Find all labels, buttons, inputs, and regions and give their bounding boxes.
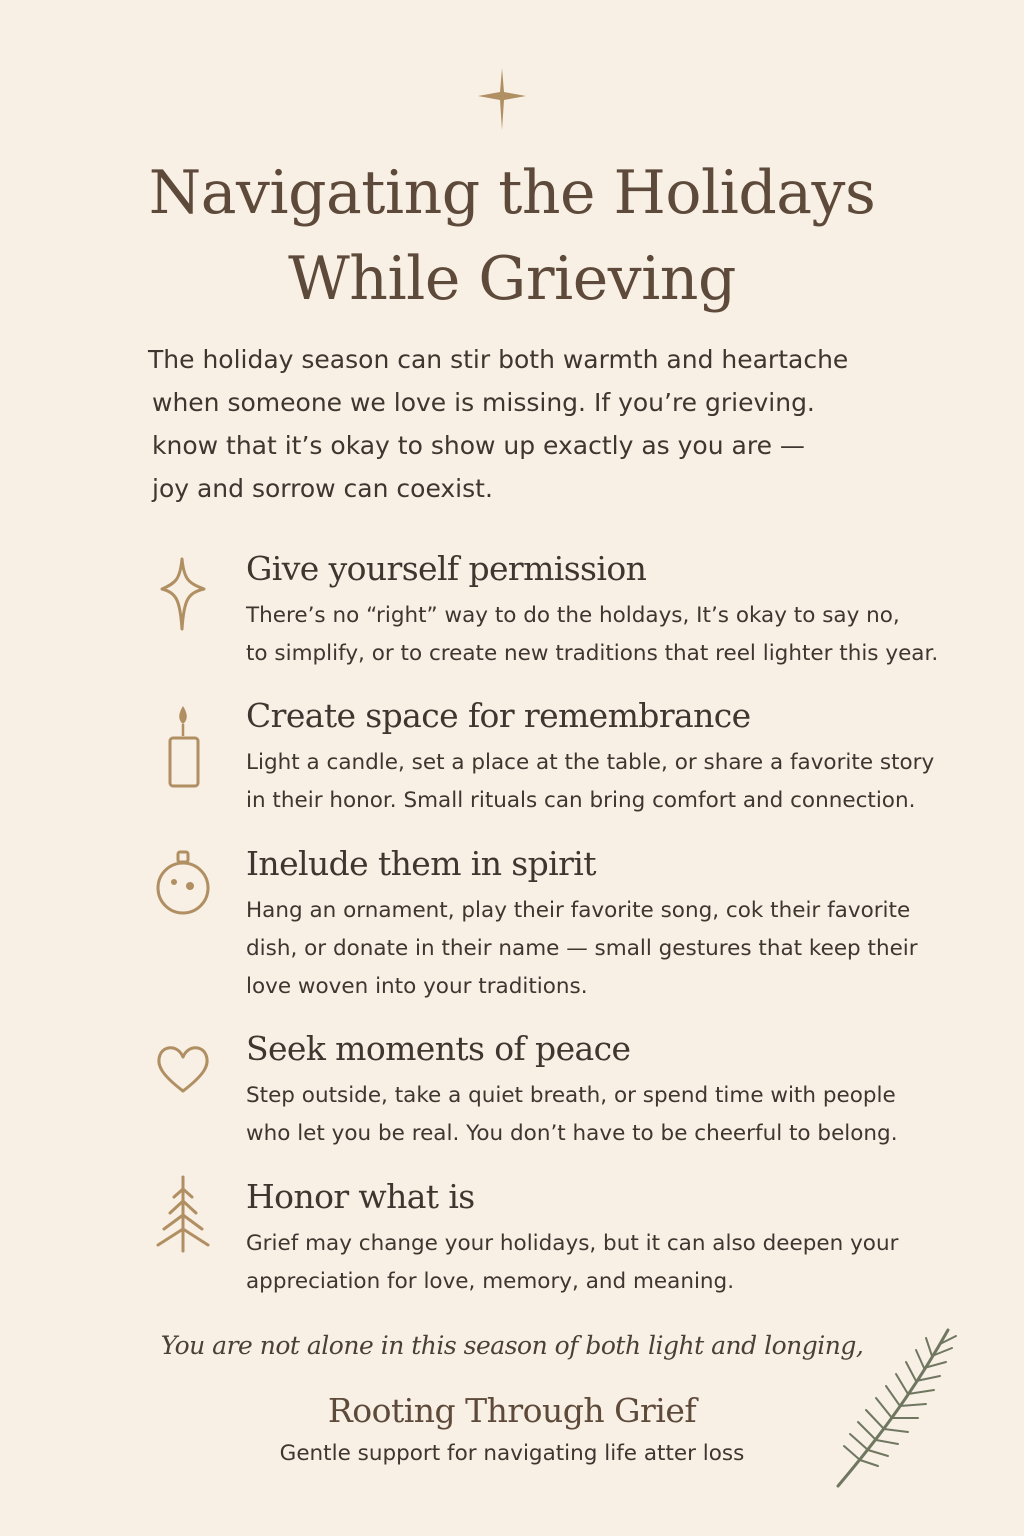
page-title — [0, 150, 1024, 322]
brand-tagline: Gentle support for navigating life atter loss — [279, 1441, 745, 1466]
tip-body-line: Light a candle, set a place at the table, or share a favorite story — [246, 750, 935, 775]
pine-branch-icon — [830, 1318, 970, 1498]
tip-body-line: in their honor. Small rituals can bring comfort and connection. — [246, 788, 916, 813]
tip-body — [246, 1225, 986, 1301]
tip-body — [246, 1077, 986, 1153]
tree-icon — [150, 1173, 218, 1263]
intro-line-3: know that it’s okay to show up exactly as you are — — [152, 431, 805, 460]
tip-body-line: Hang an ornament, play their favorite song, cok their favorite — [246, 898, 911, 923]
tip-body-line: to simplify, or to create new traditions that reel lighter this year. — [246, 641, 939, 666]
ornament-icon — [150, 844, 218, 934]
tip-body-line: appreciation for love, memory, and meaning. — [246, 1269, 735, 1294]
candle-icon — [150, 700, 218, 790]
intro-paragraph — [148, 338, 908, 510]
tip-heading: Honor what is — [246, 1177, 475, 1216]
tip-body — [246, 892, 986, 1006]
tip-body-line: Grief may change your holidays, but it can also deepen your — [246, 1231, 899, 1256]
tip-heading: Seek moments of peace — [246, 1029, 631, 1068]
intro-line-4: joy and sorrow can coexist. — [152, 474, 493, 503]
tip-body-line: who let you be real. You don’t have to be cheerful to belong. — [246, 1121, 898, 1146]
brand-name: Rooting Through Grief — [327, 1391, 697, 1430]
tip-body-line: dish, or donate in their name — small gestures that keep their — [246, 936, 918, 961]
tip-body-line: Step outside, take a quiet breath, or spend time with people — [246, 1083, 896, 1108]
tip-body-line: love woven into your traditions. — [246, 974, 588, 999]
sparkle-star-icon — [476, 66, 528, 132]
heart-icon — [150, 1037, 218, 1127]
title-line-2: While Grieving — [288, 244, 736, 314]
sparkle-icon — [150, 553, 218, 643]
tip-body — [246, 597, 986, 673]
tip-body — [246, 744, 986, 820]
tip-body-line: There’s no “right” way to do the holdays, It’s okay to say no, — [246, 603, 900, 628]
tip-heading: Inelude them in spirit — [246, 844, 596, 883]
intro-line-2: when someone we love is missing. If you’re grieving. — [152, 388, 815, 417]
intro-line-1: The holiday season can stir both warmth and heartache — [148, 345, 849, 374]
tip-heading: Give yourself permission — [246, 549, 647, 588]
tip-heading: Create space for remembrance — [246, 696, 751, 735]
closing-message: You are not alone in this season of both light and longing, — [160, 1331, 864, 1360]
title-line-1: Navigating the Holidays — [148, 158, 876, 228]
